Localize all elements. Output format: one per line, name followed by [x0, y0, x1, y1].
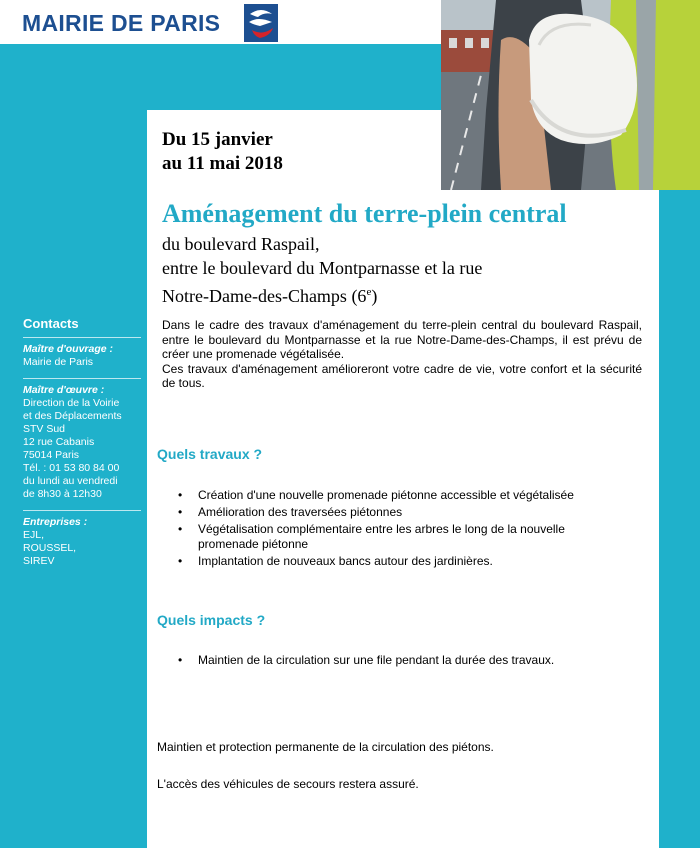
- maitre-oeuvre-line: Direction de la Voirie: [23, 397, 120, 409]
- subtitle: [162, 232, 482, 308]
- maitre-oeuvre-line: STV Sud: [23, 423, 66, 435]
- maitre-oeuvre-line: du lundi au vendredi: [23, 475, 118, 487]
- maitre-ouvrage-value: Mairie de Paris: [23, 356, 94, 368]
- maitre-oeuvre-line: 75014 Paris: [23, 449, 80, 461]
- intro-paragraph-1: Dans le cadre des travaux d'aménagement du terre-plein central du boulevard Raspail, entre le boulevard du Montparnasse et la rue Notre-Dame-des-Champs, il est prévu de créer une promenade végétalisée.: [162, 318, 642, 361]
- travaux-list: [178, 488, 618, 571]
- page-title: Aménagement du terre-plein central: [162, 199, 567, 228]
- entreprises-label: Entreprises :: [23, 516, 88, 528]
- dates: [162, 128, 283, 176]
- note-pedestrians: Maintien et protection permanente de la circulation des piétons.: [157, 740, 494, 754]
- note-emergency: L'accès des véhicules de secours restera assuré.: [157, 777, 419, 791]
- subtitle-line-2: entre le boulevard du Montparnasse et la rue: [162, 258, 483, 278]
- travaux-heading: Quels travaux ?: [157, 446, 263, 462]
- worker-helmet-photo: [441, 0, 700, 190]
- subtitle-line-3-text: Notre-Dame-des-Champs (6: [162, 286, 367, 306]
- entreprise-name: EJL,: [23, 529, 45, 541]
- subtitle-superscript: e: [366, 286, 372, 298]
- contacts-title: Contacts: [23, 316, 79, 331]
- subtitle-line-3-end: ): [371, 286, 378, 306]
- date-end: au 11 mai 2018: [162, 153, 283, 174]
- header: [0, 0, 444, 44]
- photo-illustration: [441, 0, 700, 190]
- mairie-logo-text: MAIRIE DE PARIS: [22, 10, 221, 36]
- impacts-list: [178, 653, 618, 670]
- date-start: Du 15 janvier: [162, 129, 273, 150]
- entreprise-name: ROUSSEL,: [23, 542, 77, 554]
- list-item: • Implantation de nouveaux bancs autour des jardinières.: [178, 554, 618, 569]
- list-item: • Maintien de la circulation sur une file pendant la durée des travaux.: [178, 653, 618, 668]
- header-band: [147, 44, 444, 110]
- mairie-logo-icon: [244, 4, 278, 42]
- maitre-oeuvre-block: [23, 378, 141, 510]
- entreprise-name: SIREV: [23, 555, 55, 567]
- subtitle-line-1: du boulevard Raspail,: [162, 234, 320, 254]
- maitre-oeuvre-line: et des Déplacements: [23, 410, 122, 422]
- list-item: • Création d'une nouvelle promenade piétonne accessible et végétalisée: [178, 488, 618, 503]
- entreprises-block: [23, 510, 141, 577]
- list-item: • Végétalisation complémentaire entre les arbres le long de la nouvelle promenade piétonne: [178, 522, 618, 552]
- maitre-ouvrage-block: [23, 337, 141, 378]
- maitre-oeuvre-line: 12 rue Cabanis: [23, 436, 95, 448]
- intro-text: [162, 318, 642, 391]
- list-item: • Amélioration des traversées piétonnes: [178, 505, 618, 520]
- contacts-sidebar: [23, 316, 141, 577]
- phone-number: Tél. : 01 53 80 84 00: [23, 462, 120, 474]
- impacts-heading: Quels impacts ?: [157, 612, 266, 628]
- intro-paragraph-2: Ces travaux d'aménagement amélioreront votre cadre de vie, votre confort et la sécurité de tous.: [162, 361, 642, 390]
- right-band: [659, 190, 700, 848]
- maitre-ouvrage-label: Maître d'ouvrage :: [23, 343, 114, 355]
- maitre-oeuvre-label: Maître d'œuvre :: [23, 384, 105, 396]
- subtitle-line-3: [162, 280, 482, 308]
- maitre-oeuvre-line: de 8h30 à 12h30: [23, 488, 102, 500]
